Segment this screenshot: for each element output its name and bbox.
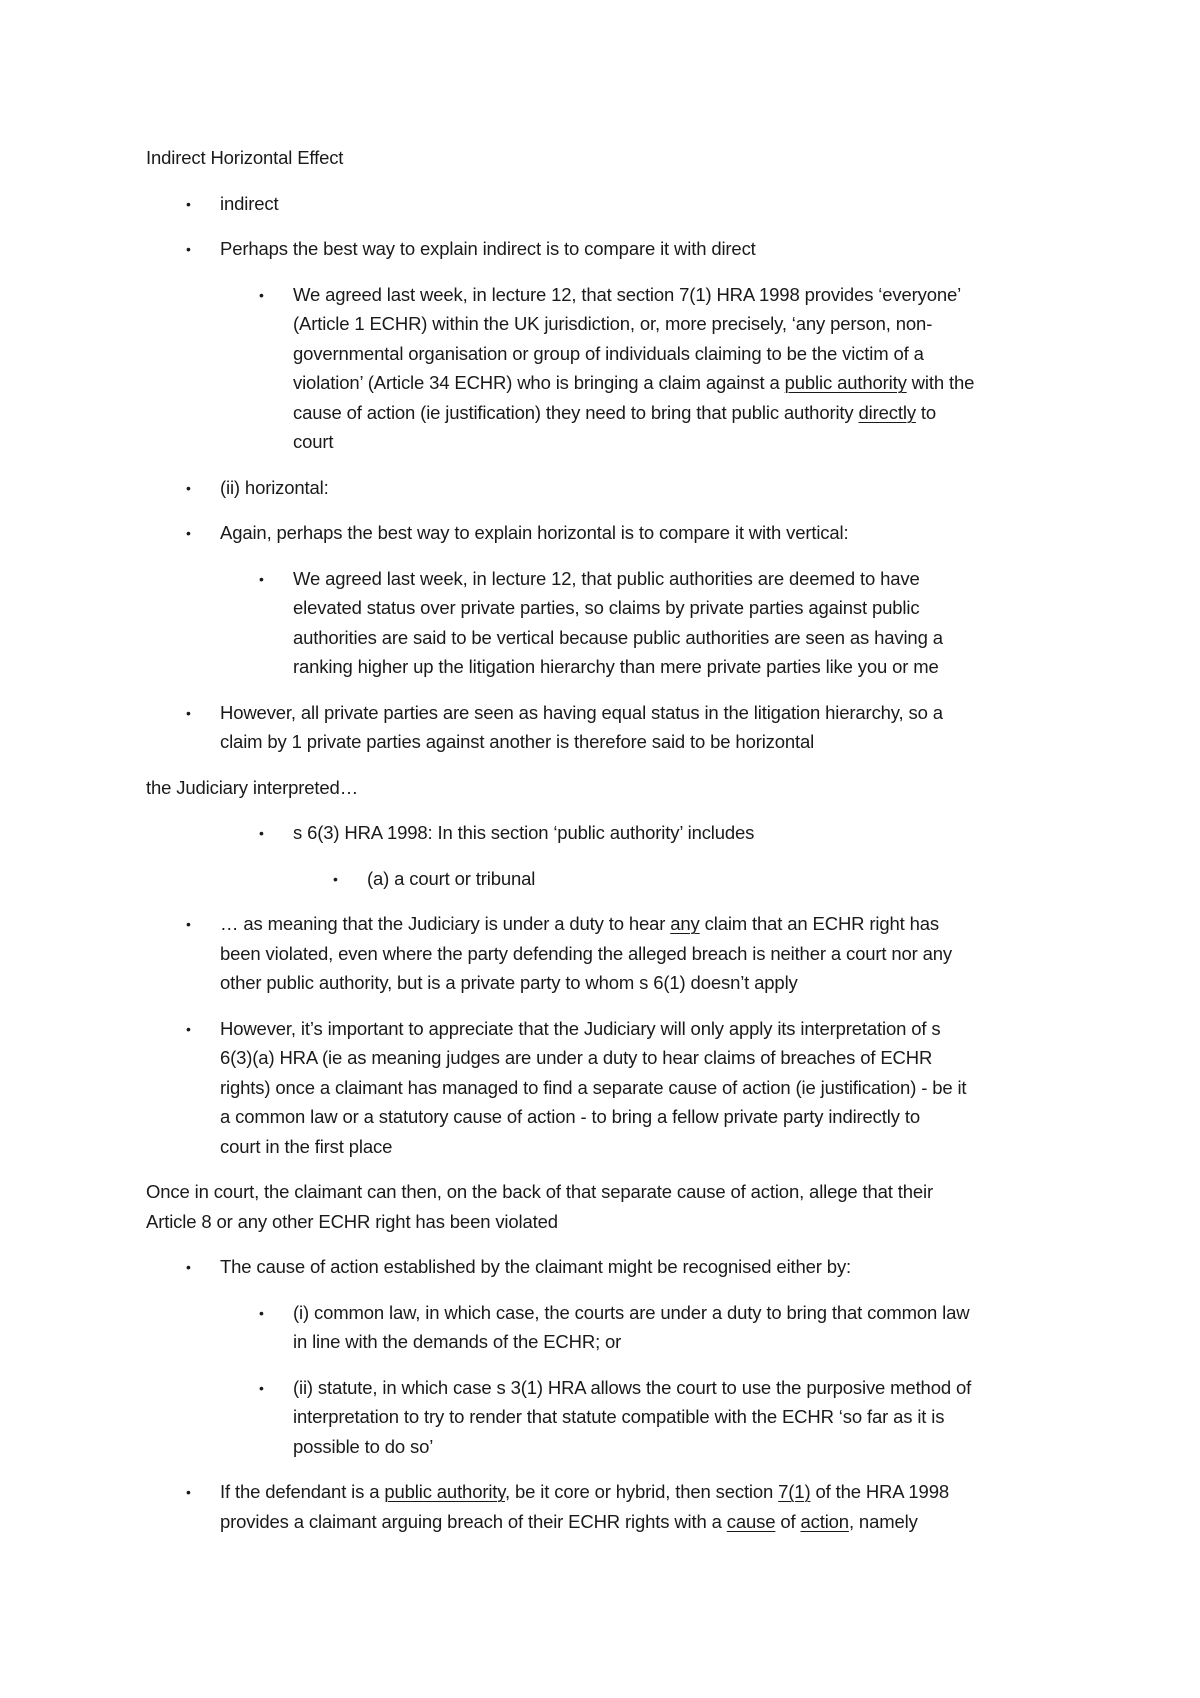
list-item-line: rights) once a claimant has managed to find a separate cause of action (ie justification) - be it (220, 1076, 967, 1098)
paragraph-line: Once in court, the claimant can then, on the back of that separate cause of action, allege that their (146, 1181, 934, 1202)
underlined-text: cause (726, 1510, 776, 1532)
bullet-icon: • (259, 286, 264, 303)
list-item-line: (a) a court or tribunal (367, 867, 536, 889)
list-item-line: We agreed last week, in lecture 12, that public authorities are deemed to have (293, 567, 920, 589)
bullet-icon: • (333, 870, 338, 887)
list-item-line: authorities are said to be vertical because public authorities are seen as having a (293, 626, 943, 648)
bullet-icon: • (186, 1259, 191, 1275)
bullet-icon: • (186, 479, 191, 496)
bullet-icon: • (186, 241, 191, 257)
list-item-line: violation’ (Article 34 ECHR) who is bringing a claim against a public authority with the (293, 372, 975, 393)
bullet-icon: • (186, 525, 191, 541)
bullet-icon: • (186, 1020, 191, 1037)
list-item-line: (i) common law, in which case, the courts are under a duty to bring that common law (293, 1301, 970, 1323)
list-item-line: interpretation to try to render that statute compatible with the ECHR ‘so far as it is (293, 1406, 945, 1427)
paragraph-line: Article 8 or any other ECHR right has been violated (146, 1210, 558, 1232)
underlined-text: public authority (784, 372, 907, 393)
underlined-text: action (800, 1510, 849, 1532)
bullet-icon: • (186, 704, 191, 721)
bullet-icon: • (186, 1484, 191, 1500)
bullet-icon: • (259, 825, 264, 841)
bullet-icon: • (259, 570, 264, 587)
list-item-line: The cause of action established by the claimant might be recognised either by: (220, 1256, 852, 1277)
bullet-icon: • (259, 1304, 264, 1321)
list-item-line: indirect (220, 192, 279, 214)
underlined-text: public authority (384, 1481, 506, 1502)
underlined-text: directly (858, 401, 916, 423)
list-item-line: provides a claimant arguing breach of their ECHR rights with a cause of action, namely (220, 1510, 918, 1532)
list-item-line: ranking higher up the litigation hierarchy than mere private parties like you or me (293, 656, 939, 677)
list-item-line: (Article 1 ECHR) within the UK jurisdiction, or, more precisely, ‘any person, non- (293, 313, 933, 334)
list-item-line: Perhaps the best way to explain indirect is to compare it with direct (220, 238, 756, 259)
list-item-line: elevated status over private parties, so claims by private parties against public (293, 597, 920, 618)
list-item-line: (ii) horizontal: (220, 476, 329, 498)
paragraph-line: the Judiciary interpreted… (146, 776, 359, 798)
list-item-line: governmental organisation or group of individuals claiming to be the victim of a (293, 342, 924, 364)
list-item-line: cause of action (ie justification) they need to bring that public authority directly to (293, 401, 937, 423)
list-item-line: in line with the demands of the ECHR; or (293, 1331, 622, 1352)
list-item-line: claim by 1 private parties against another is therefore said to be horizontal (220, 731, 815, 752)
list-item-line: 6(3)(a) HRA (ie as meaning judges are under a duty to hear claims of breaches of ECHR (220, 1047, 933, 1068)
list-item-line: However, it’s important to appreciate that the Judiciary will only apply its interpretation of s (220, 1017, 941, 1039)
list-item-line: We agreed last week, in lecture 12, that section 7(1) HRA 1998 provides ‘everyone’ (293, 283, 962, 305)
list-item-line: Again, perhaps the best way to explain horizontal is to compare it with vertical: (220, 522, 849, 543)
list-item-line: If the defendant is a public authority, be it core or hybrid, then section 7(1) of the HRA 1998 (220, 1481, 949, 1502)
list-item-line: … as meaning that the Judiciary is under a duty to hear any claim that an ECHR right has (220, 913, 939, 934)
bullet-icon: • (259, 1379, 264, 1396)
underlined-text: any (670, 913, 700, 934)
list-item-line: been violated, even where the party defending the alleged breach is neither a court nor any (220, 942, 952, 964)
list-item-line: possible to do so’ (293, 1435, 434, 1457)
list-item-line: other public authority, but is a private party to whom s 6(1) doesn’t apply (220, 972, 798, 993)
bullet-icon: • (186, 195, 191, 212)
list-item-line: However, all private parties are seen as having equal status in the litigation hierarchy, so a (220, 701, 943, 723)
list-item-line: a common law or a statutory cause of action - to bring a fellow private party indirectly to (220, 1106, 920, 1127)
list-item-line: court in the first place (220, 1135, 393, 1157)
document-title: Indirect Horizontal Effect (146, 147, 344, 168)
underlined-text: 7(1) (778, 1481, 811, 1502)
list-item-line: court (293, 431, 334, 452)
bullet-icon: • (186, 916, 191, 932)
list-item-line: (ii) statute, in which case s 3(1) HRA allows the court to use the purposive method of (293, 1376, 972, 1398)
list-item-line: s 6(3) HRA 1998: In this section ‘public authority’ includes (293, 822, 755, 843)
